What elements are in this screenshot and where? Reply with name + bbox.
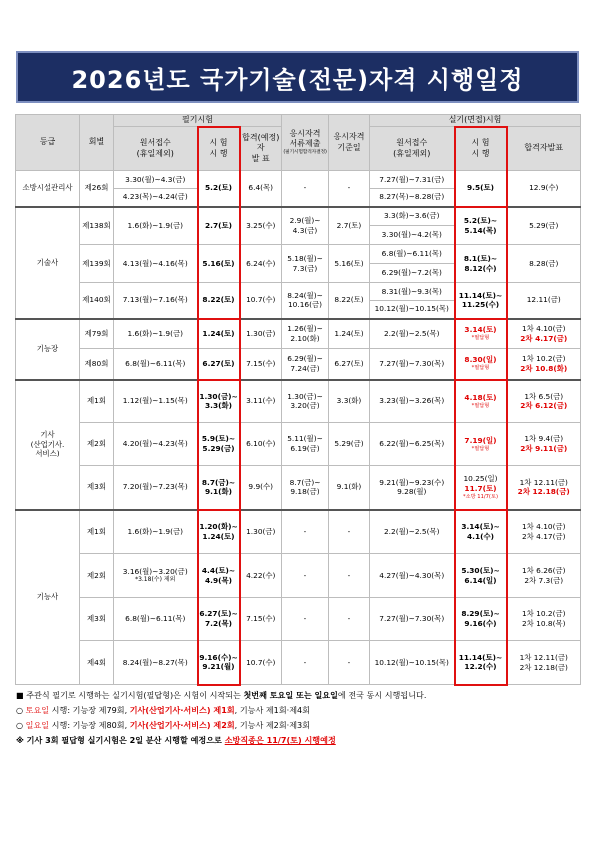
criteria-cell: - bbox=[329, 510, 370, 554]
round-cell: 제138회 bbox=[80, 207, 114, 245]
table-row bbox=[16, 349, 581, 380]
docs-cell: 8.24(월)~ 10.16(금) bbox=[282, 283, 329, 319]
criteria-cell: - bbox=[329, 554, 370, 598]
written-apply-cell: 6.8(월)~6.11(목) bbox=[114, 598, 198, 641]
written-announce-cell: 6.10(수) bbox=[240, 423, 282, 466]
written-announce-cell: 7.15(수) bbox=[240, 349, 282, 380]
practical-apply-cell: 2.2(월)~2.5(목) bbox=[370, 510, 455, 554]
table-row bbox=[16, 554, 581, 598]
practical-exam-cell: 3.14(토)~ 4.1(수) bbox=[455, 510, 507, 554]
note-sunday: ○ 일요일 시행: 기능장 제80회, 기사(산업기사·서비스) 제2회, 기능사 제2회·제3회 bbox=[16, 720, 310, 730]
docs-cell: - bbox=[282, 641, 329, 685]
practical-announce-cell: 1차 12.11(금) 2차 12.18(금) bbox=[507, 641, 581, 685]
criteria-cell: 5.16(토) bbox=[329, 245, 370, 283]
practical-announce-cell: 1차 10.2(금) 2차 10.8(화) bbox=[507, 349, 581, 380]
written-apply-cell: 4.20(월)~4.23(목) bbox=[114, 423, 198, 466]
table-row bbox=[16, 423, 581, 466]
practical-exam-cell: 7.19(일) *필답형 bbox=[455, 423, 507, 466]
header-written-announce: 합격(예정)자 발 표 bbox=[240, 127, 282, 171]
practical-apply-cell: 4.27(월)~4.30(목) bbox=[370, 554, 455, 598]
written-exam-cell: 4.4(토)~ 4.9(목) bbox=[198, 554, 240, 598]
criteria-cell: 8.22(토) bbox=[329, 283, 370, 319]
practical-apply-cell: 6.22(월)~6.25(목) bbox=[370, 423, 455, 466]
written-apply-cell: 8.24(월)~8.27(목) bbox=[114, 641, 198, 685]
practical-announce-cell: 1차 4.10(금) 2차 4.17(금) bbox=[507, 510, 581, 554]
practical-announce-cell: 5.29(금) bbox=[507, 207, 581, 245]
written-exam-cell: 9.16(수)~ 9.21(월) bbox=[198, 641, 240, 685]
written-announce-cell: 9.9(수) bbox=[240, 466, 282, 510]
practical-announce-cell: 8.28(금) bbox=[507, 245, 581, 283]
practical-apply-cell: 8.31(월)~9.3(목) bbox=[370, 283, 455, 301]
practical-exam-cell: 5.2(토)~ 5.14(목) bbox=[455, 207, 507, 245]
note-written-practical: ■ 주관식 필기로 시행하는 실기시험(필답형)은 시험이 시작되는 첫번째 토요일 또는 일요일에 전국 동시 시행됩니다. bbox=[16, 690, 427, 700]
criteria-cell: - bbox=[329, 641, 370, 685]
written-exam-cell: 5.2(토) bbox=[198, 171, 240, 207]
practical-exam-cell: 4.18(토) *필답형 bbox=[455, 380, 507, 423]
docs-cell: 8.7(금)~ 9.18(금) bbox=[282, 466, 329, 510]
written-exam-cell: 2.7(토) bbox=[198, 207, 240, 245]
header-docs: 응시자격 서류제출 (필기시험합격자결정) bbox=[282, 115, 329, 171]
practical-exam-cell: 11.14(토)~ 12.2(수) bbox=[455, 641, 507, 685]
written-announce-cell: 6.4(목) bbox=[240, 171, 282, 207]
practical-announce-cell: 1차 6.5(금) 2차 6.12(금) bbox=[507, 380, 581, 423]
table-row bbox=[16, 380, 581, 423]
docs-cell: 2.9(월)~ 4.3(금) bbox=[282, 207, 329, 245]
written-announce-cell: 1.30(금) bbox=[240, 510, 282, 554]
round-cell: 제80회 bbox=[80, 349, 114, 380]
practical-apply-cell: 3.23(월)~3.26(목) bbox=[370, 380, 455, 423]
practical-apply-cell: 3.3(화)~3.6(금) bbox=[370, 207, 455, 226]
table-row bbox=[16, 510, 581, 554]
practical-apply-cell: 7.27(월)~7.30(목) bbox=[370, 598, 455, 641]
practical-apply-cell: 6.29(월)~7.2(목) bbox=[370, 264, 455, 283]
written-apply-cell: 1.12(월)~1.15(목) bbox=[114, 380, 198, 423]
written-apply-cell: 6.8(월)~6.11(목) bbox=[114, 349, 198, 380]
written-announce-cell: 4.22(수) bbox=[240, 554, 282, 598]
practical-apply-cell: 10.12(월)~10.15(목) bbox=[370, 301, 455, 319]
written-announce-cell: 1.30(금) bbox=[240, 319, 282, 349]
practical-exam-cell: 11.14(토)~ 11.25(수) bbox=[455, 283, 507, 319]
round-cell: 제26회 bbox=[80, 171, 114, 207]
docs-cell: 5.11(월)~ 6.19(금) bbox=[282, 423, 329, 466]
written-apply-cell: 4.23(목)~4.24(금) bbox=[114, 189, 198, 207]
criteria-cell: 9.1(화) bbox=[329, 466, 370, 510]
practical-exam-cell: 5.30(토)~ 6.14(일) bbox=[455, 554, 507, 598]
written-exam-cell: 6.27(토) bbox=[198, 349, 240, 380]
practical-exam-cell: 8.29(토)~ 9.16(수) bbox=[455, 598, 507, 641]
round-cell: 제1회 bbox=[80, 380, 114, 423]
round-cell: 제3회 bbox=[80, 466, 114, 510]
practical-announce-cell: 1차 6.26(금) 2차 7.3(금) bbox=[507, 554, 581, 598]
written-apply-cell: 1.6(화)~1.9(금) bbox=[114, 207, 198, 245]
table-row bbox=[16, 245, 581, 264]
grade-cell: 기술사 bbox=[16, 207, 80, 319]
table-row bbox=[16, 319, 581, 349]
practical-exam-cell: 9.5(토) bbox=[455, 171, 507, 207]
written-exam-cell: 1.20(화)~ 1.24(토) bbox=[198, 510, 240, 554]
written-apply-cell: 7.13(월)~7.16(목) bbox=[114, 283, 198, 319]
written-exam-cell: 6.27(토)~ 7.2(목) bbox=[198, 598, 240, 641]
written-exam-cell: 8.7(금)~ 9.1(화) bbox=[198, 466, 240, 510]
criteria-cell: 6.27(토) bbox=[329, 349, 370, 380]
practical-announce-cell: 1차 4.10(금) 2차 4.17(금) bbox=[507, 319, 581, 349]
practical-apply-cell: 7.27(월)~7.30(목) bbox=[370, 349, 455, 380]
round-cell: 제3회 bbox=[80, 598, 114, 641]
note-engineer-round3: ※ 기사 3회 필답형 실기시험은 2일 분산 시행할 예정으로 소방직종은 11/7(토) 시행예정 bbox=[16, 735, 336, 745]
practical-announce-cell: 1차 10.2(금) 2차 10.8(목) bbox=[507, 598, 581, 641]
header-practical-announce: 합격자발표 bbox=[507, 127, 581, 171]
header-written-apply: 원서접수 (휴일제외) bbox=[114, 127, 198, 171]
criteria-cell: - bbox=[329, 171, 370, 207]
practical-apply-cell: 7.27(월)~7.31(금) bbox=[370, 171, 455, 189]
written-exam-cell: 1.24(토) bbox=[198, 319, 240, 349]
header-grade: 등급 bbox=[16, 115, 80, 171]
docs-cell: 1.26(월)~ 2.10(화) bbox=[282, 319, 329, 349]
written-announce-cell: 3.25(수) bbox=[240, 207, 282, 245]
criteria-cell: 1.24(토) bbox=[329, 319, 370, 349]
header-written-group: 필기시험 bbox=[114, 115, 282, 127]
criteria-cell: 5.29(금) bbox=[329, 423, 370, 466]
table-row bbox=[16, 171, 581, 189]
written-announce-cell: 7.15(수) bbox=[240, 598, 282, 641]
docs-cell: - bbox=[282, 598, 329, 641]
practical-exam-cell: 8.30(일) *필답형 bbox=[455, 349, 507, 380]
written-announce-cell: 10.7(수) bbox=[240, 641, 282, 685]
written-apply-cell: 1.6(화)~1.9(금) bbox=[114, 510, 198, 554]
header-criteria: 응시자격 기준일 bbox=[329, 115, 370, 171]
written-announce-cell: 6.24(수) bbox=[240, 245, 282, 283]
header-row-group bbox=[16, 115, 581, 127]
table-row bbox=[16, 466, 581, 510]
written-exam-cell: 5.9(토)~ 5.29(금) bbox=[198, 423, 240, 466]
table-row bbox=[16, 207, 581, 226]
written-apply-cell: 7.20(월)~7.23(목) bbox=[114, 466, 198, 510]
written-announce-cell: 10.7(수) bbox=[240, 283, 282, 319]
round-cell: 제140회 bbox=[80, 283, 114, 319]
written-exam-cell: 5.16(토) bbox=[198, 245, 240, 283]
practical-announce-cell: 1차 9.4(금) 2차 9.11(금) bbox=[507, 423, 581, 466]
criteria-cell: 2.7(토) bbox=[329, 207, 370, 245]
written-exam-cell: 8.22(토) bbox=[198, 283, 240, 319]
practical-announce-cell: 12.11(금) bbox=[507, 283, 581, 319]
round-cell: 제79회 bbox=[80, 319, 114, 349]
practical-exam-cell: 8.1(토)~ 8.12(수) bbox=[455, 245, 507, 283]
written-exam-cell: 1.30(금)~ 3.3(화) bbox=[198, 380, 240, 423]
round-cell: 제139회 bbox=[80, 245, 114, 283]
written-apply-cell: 3.30(월)~4.3(금) bbox=[114, 171, 198, 189]
schedule-table bbox=[15, 114, 581, 686]
note-saturday: ○ 토요일 시행: 기능장 제79회, 기사(산업기사·서비스) 제1회, 기능사 제1회·제4회 bbox=[16, 705, 310, 715]
header-round: 회별 bbox=[80, 115, 114, 171]
docs-cell: 6.29(월)~ 7.24(금) bbox=[282, 349, 329, 380]
round-cell: 제1회 bbox=[80, 510, 114, 554]
practical-apply-cell: 8.27(목)~8.28(금) bbox=[370, 189, 455, 207]
docs-cell: - bbox=[282, 510, 329, 554]
header-practical-group: 실기(면접)시험 bbox=[370, 115, 581, 127]
notes-section bbox=[16, 688, 581, 748]
practical-announce-cell: 12.9(수) bbox=[507, 171, 581, 207]
header-practical-apply: 원서접수 (휴일제외) bbox=[370, 127, 455, 171]
practical-apply-cell: 6.8(월)~6.11(목) bbox=[370, 245, 455, 264]
practical-announce-cell: 1차 12.11(금) 2차 12.18(금) bbox=[507, 466, 581, 510]
practical-apply-cell: 10.12(월)~10.15(목) bbox=[370, 641, 455, 685]
round-cell: 제4회 bbox=[80, 641, 114, 685]
round-cell: 제2회 bbox=[80, 423, 114, 466]
docs-cell: 5.18(월)~ 7.3(금) bbox=[282, 245, 329, 283]
header-practical-exam: 시 험 시 행 bbox=[455, 127, 507, 171]
grade-cell: 기능사 bbox=[16, 510, 80, 685]
practical-exam-cell: 10.25(일) 11.7(토) *소방 11/7(토) bbox=[455, 466, 507, 510]
round-cell: 제2회 bbox=[80, 554, 114, 598]
written-announce-cell: 3.11(수) bbox=[240, 380, 282, 423]
grade-cell: 기능장 bbox=[16, 319, 80, 380]
header-written-exam: 시 험 시 행 bbox=[198, 127, 240, 171]
grade-cell: 소방시설관리사 bbox=[16, 171, 80, 207]
practical-apply-cell: 3.30(월)~4.2(목) bbox=[370, 226, 455, 245]
criteria-cell: - bbox=[329, 598, 370, 641]
table-row bbox=[16, 283, 581, 301]
docs-cell: 1.30(금)~ 3.20(금) bbox=[282, 380, 329, 423]
table-row bbox=[16, 598, 581, 641]
written-apply-cell: 4.13(월)~4.16(목) bbox=[114, 245, 198, 283]
grade-cell: 기사 (산업기사. 서비스) bbox=[16, 380, 80, 510]
table-row bbox=[16, 641, 581, 685]
written-apply-cell: 1.6(화)~1.9(금) bbox=[114, 319, 198, 349]
written-apply-cell: 3.16(월)~3.20(금) *3.18(수) 제외 bbox=[114, 554, 198, 598]
practical-apply-cell: 9.21(월)~9.23(수) 9.28(월) bbox=[370, 466, 455, 510]
practical-exam-cell: 3.14(토) *필답형 bbox=[455, 319, 507, 349]
practical-apply-cell: 2.2(월)~2.5(목) bbox=[370, 319, 455, 349]
docs-cell: - bbox=[282, 554, 329, 598]
docs-cell: - bbox=[282, 171, 329, 207]
page-title: 2026년도 국가기술(전문)자격 시행일정 bbox=[16, 51, 579, 103]
criteria-cell: 3.3(화) bbox=[329, 380, 370, 423]
